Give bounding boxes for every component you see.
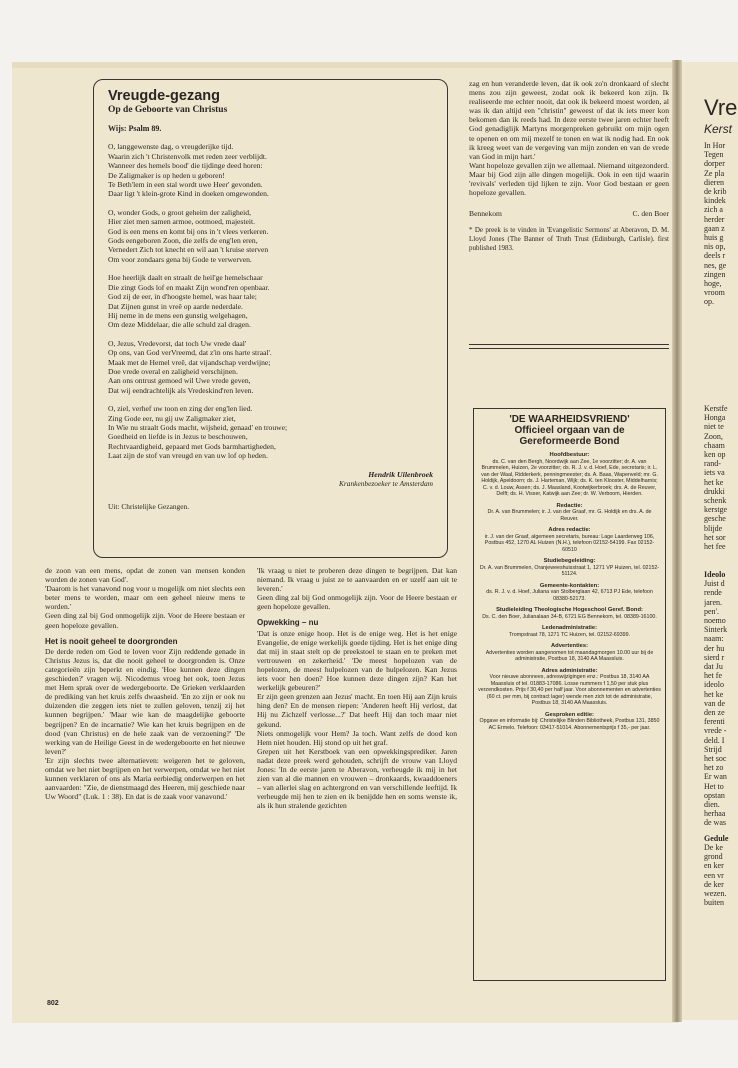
facing-page-line: ideolo: [704, 680, 724, 690]
facing-page-line: de ker: [704, 879, 724, 889]
facing-page-line: een vr: [704, 870, 724, 880]
poem-line: Dat Zijnen gunst in vreê op aarde nederdale.: [108, 301, 243, 311]
article-author: C. den Boer: [632, 209, 669, 219]
facing-page-line: herder: [704, 214, 725, 224]
facing-page-line: wezen.: [704, 888, 727, 898]
page-number: 802: [47, 1000, 59, 1007]
facing-page-line: rand-: [704, 459, 721, 469]
facing-page-line: sierd r: [704, 652, 725, 662]
facing-page-line: opstan: [704, 790, 725, 800]
facing-page-line: rende: [704, 588, 722, 598]
facing-page-line: dien.: [704, 800, 720, 810]
colophon-text: Ds. C. den Boer, Julianalaan 34-B, 6721 EG Bennekom, tel. 08389-16100.: [482, 613, 657, 620]
poem-line: Te Beth'lem in een stal wordt uwe Heer' gevonden.: [108, 180, 263, 190]
facing-page-line: Kerstfe: [704, 404, 728, 413]
facing-page-line: grond: [704, 852, 723, 862]
poem-line: God zij de eer, in d'hoogste hemel, was haar tale;: [108, 292, 257, 302]
colophon-text: Voor nieuwe abonnees, adreswijzigingen enz.: Postbus 18, 3140 AA Maassluis of tel. 01883-17086. Losse nummers f 1,50 per stuk plus verzendkosten. Prijs f 30,40 per half jaar. Voor abonnementen en advertenties (60 ct. per mm, bij contract lager) wende men zich tot de administratie, Postbus 18, 3140 AA Maassluis.: [478, 674, 661, 706]
colophon-text: Trompstraat 78, 1271 TC Huizen, tel. 02152-69399.: [508, 631, 631, 638]
article-paragraph: Geen ding zal bij God onmogelijk zijn. Voor de Heere bestaan er geen hopeloze gevallen.: [45, 611, 245, 630]
article-paragraph: 'Ik vraag u niet te proberen deze dingen te begrijpen. Dat kan niemand. Ik vraag u juist ze te aanvaarden en er uzelf aan uit te leveren.': [257, 566, 457, 594]
colophon-text: Dr. A. van Brummelen, Oranjeweeshuisstraat 1, 1271 VP Huizen, tel. 02152-51124.: [479, 564, 660, 577]
article-place: Bennekom: [469, 209, 502, 219]
facing-page-line: naam:: [704, 634, 724, 644]
poem-line: O, wonder Gods, o groot geheim der zaligheid,: [108, 207, 251, 217]
facing-page-line: op.: [704, 297, 714, 307]
poem-line: Hoe heerlijk daalt en straalt de heil'ge hemelschaar: [108, 273, 263, 283]
poem-stanza: [108, 142, 433, 198]
colophon-heading: Adres redactie:: [548, 527, 591, 533]
facing-page-line: schenk: [704, 496, 727, 506]
facing-page-line: gaan z: [704, 223, 725, 233]
colophon-sections: [478, 452, 661, 731]
facing-page-line: Ze pla: [704, 168, 725, 178]
facing-page-heading: Vre: [704, 95, 738, 120]
poem-stanza: [108, 404, 433, 460]
facing-page-line: het fee: [704, 542, 726, 552]
facing-page-line: deld. I: [704, 735, 725, 745]
poem-line: God is een mens en komt bij ons in 't vlees verkeren.: [108, 226, 269, 236]
colophon-text: Dr. A. van Brummelen; ir. J. van der Graaf, mr. G. Holdijk en drs. A. de Reuver.: [487, 509, 652, 522]
poem-line: Zing Gode eer, nu gij uw Zaligmaker ziet,: [108, 413, 236, 423]
facing-page-line: ken op: [704, 450, 726, 460]
divider-rule: [469, 344, 669, 345]
facing-page-column-bottom: [704, 570, 738, 907]
poem-line: Doe vrede overal en zaligheid verschijnen.: [108, 366, 238, 376]
poem-line: Om deze Middelaar, die alle schuld zal dragen.: [108, 320, 251, 330]
poem-stanza: [108, 273, 433, 329]
facing-page-line: het sor: [704, 532, 726, 542]
colophon-text: Opgave en informatie bij: Christelijke Blinden Bibliotheek, Postbus 131, 3850 AC Ermelo. Telefoon: 03417-51014. Abonnementsprijs f 35,- per jaar.: [479, 718, 660, 731]
facing-page-column-top: [704, 141, 738, 307]
colophon-text: ds. R. J. v. d. Hoef, Juliana van Stolberglaan 42, 6713 PJ Ede, telefoon 08380-52173.: [486, 589, 653, 602]
article-paragraph: De derde reden om God te loven voor Zijn reddende genade in Christus Jezus is, dat die nooit geheel te doorgronden is. Onze categorieën zijn beperkt en eindig. 'Hoe kunnen deze dingen geschieden?' vragen wij. Nicodemus vroeg het ook, toen Jezus met Hem sprak over de wedergeboorte. De Grieken verklaarden de prediking van het kruis zelfs dwaasheid. 'En zo zijn er ook nu duizenden die zeggen iets niet te zullen geloven, tenzij zij het kunnen begrijpen.' 'Maar wie kan de maagdelijke geboorte begrijpen? En de incarnatie? Wie kan het kruis begrijpen en de dood (van Christus) en de hele zaak van de verzoening?' 'De werking van de Heilige Geest in de wedergeboorte en het nieuwe leven?': [45, 646, 245, 756]
poem-line: O, Jezus, Vredevorst, dat toch Uw vrede daal': [108, 338, 247, 348]
facing-page-line: De ke: [704, 842, 723, 852]
poem-line: Rechtvaardigheid, gepaard met Gods barmhartigheden,: [108, 441, 276, 451]
poem-line: Aan ons ontrust gemoed wil Uwe vrede geven,: [108, 376, 251, 386]
facing-page-line: Het to: [704, 781, 724, 791]
poem-tune: Wijs: Psalm 89.: [108, 124, 162, 133]
article-signoff: [469, 209, 669, 218]
colophon-heading: Gesproken editie:: [545, 711, 594, 718]
facing-page-line: en ker: [704, 861, 724, 871]
poem-signature: [108, 470, 433, 489]
poem-line: Die zingt Gods lof en maakt Zijn wond'ren openbaar.: [108, 282, 270, 292]
colophon-text: Advertenties worden aangenomen tot maandagmorgen 10.00 uur bij de administratie, Postbus 18, 3140 AA Maassluis.: [485, 649, 654, 662]
article-column-1: [45, 566, 245, 1006]
facing-page-line: hoge,: [704, 279, 722, 289]
poem-line: Dat wij eendrachtelijk als Vredeskind'ren leven.: [108, 385, 254, 395]
facing-page-line: zingen: [704, 269, 726, 279]
facing-page-line: de krib: [704, 187, 727, 197]
article-column-3: [469, 79, 669, 349]
facing-page-line: dat Ju: [704, 662, 723, 672]
poem-line: Hij neme in de mens een gunstig welgehagen,: [108, 310, 248, 320]
facing-page-line: het ke: [704, 689, 724, 699]
facing-page-heading-3: Gedule: [704, 833, 729, 843]
facing-page-line: de was: [704, 818, 726, 828]
facing-page-line: het zo: [704, 763, 724, 773]
poem-line: Maak met de Hemel vreê, dat vijandschap verdwijne;: [108, 357, 271, 367]
divider-rule: [469, 348, 669, 349]
poem-box: [93, 79, 448, 558]
poem-line: Vernedert Zich tot knecht en wil aan 't kruise sterven: [108, 245, 269, 255]
facing-page-line: het ke: [704, 477, 724, 487]
poem-line: Laat zijn de stof van vreugd en van uw lof op heden.: [108, 451, 268, 461]
colophon-text: ir. J. van der Graaf, algemeen secretaris, bureau: Lage Laarderweg 106, Postbus 452, 1270 AL Huizen (N.H.), telefoon 02152-54199. Fax 02152-60510: [484, 533, 655, 553]
poem-subtitle: Op de Geboorte van Christus: [108, 105, 228, 115]
facing-page-subheading: Kerst: [704, 122, 733, 136]
article-paragraph: Want hopeloze gevallen zijn we allemaal. Niemand uitgezonderd. Maar bij God zijn alle dingen mogelijk. Ook in een tijd waarin 'revivals' verleden tijd lijken te zijn. Voor God bestaan er geen hopeloze gevallen.: [469, 160, 669, 198]
facing-page-line: Sinterk: [704, 625, 728, 635]
poem-line: Om voor zondaars gena bij Gode te verwerven.: [108, 254, 252, 264]
article-footnote: * De preek is te vinden in 'Evangelistic Sermons' at Aberavon, D. M. Lloyd Jones (The Banner of Truth Trust (Edinburgh, Carlisle). first published 1983.: [469, 226, 669, 252]
colophon-text: ds. C. van den Bergh, Noordwijk aan Zee, 1e voorzitter; dr. A. van Brummelen, Huizen, 2e voorzitter; ds. R. J. v. d. Hoef, Ede, secretaris; ir. L. van der Waal, Ridderkerk, penningmeester; ds. A. Baas, Wapenveld; mr. G. Holdijk, Apeldoorn; ds. J. Harteman, Wijk; ds. K. ten Klooster, Middelharnis; C. v. d. Louw, Assen; ds. J. Maasland, Kootwijkerbroek; drs. A. de Reuver, Delft; ds. H. Visser, Katwijk aan Zee; dr. W. Verboom, Hierden.: [481, 458, 658, 497]
poem-stanza: [108, 208, 433, 264]
poem-author-role: Krankenbezoeker te Amsterdam: [338, 479, 433, 488]
article-paragraph: 'Dat is onze enige hoop. Het is de enige weg. Het is het enige Evangelie, de enige werkelijk goede tijding. Het is het enige ding dat mij in staat stelt op de preekstoel te staan en te preken met vertrouwen en zekerheid.' 'De meest hopelozen van de hopelozen, de meest hulpelozen van de hulpelozen. Kan Jezus iets voor hen doen? Hoe kunnen deze dingen zijn? Kan het werkelijk gebeuren?': [257, 628, 457, 693]
colophon-heading: Studiebegeleiding:: [543, 558, 596, 564]
facing-page-line: iets va: [704, 468, 725, 478]
poem-line: De Zaligmaker is op heden u geboren!: [108, 170, 225, 180]
article-paragraph: Geen ding zal bij God onmogelijk zijn. Voor de Heere bestaan er geen hopeloze gevallen.: [257, 593, 457, 612]
facing-page-line: drukki: [704, 486, 725, 496]
facing-page-line: dieren: [704, 177, 724, 187]
poem-line: Daar ligt 't klein-grote Kind in doeken omgewonden.: [108, 189, 269, 199]
facing-page-line: jaren.: [704, 597, 722, 607]
article-paragraph: Niets onmogelijk voor Hem? Ja toch. Want zelfs de dood kon Hem niet houden. Hij stond op uit het graf.: [257, 728, 457, 747]
facing-page-line: vroom: [704, 288, 725, 298]
facing-page-line: vrede -: [704, 726, 727, 736]
poem-line: Hier ziet men samen armoe, ootmoed, majesteit.: [108, 217, 255, 227]
facing-page-line: het soc: [704, 754, 727, 764]
article-paragraph: zag en hun veranderde leven, dat ik ook zo'n dronkaard of slecht mens zou zijn geweest, zodat ook ik bekeerd kon zijn. Ik realiseerde me echter nooit, dat ook ik bekeerd moest worden, al was ik dan altijd een "christin" geweest of dat ik iets meer kon bekomen dan ik reeds had. In deze eerste twee jaren echter heeft God genadiglijk Martyns morgenpreken gebruikt om mijn ogen te openen en om mij mezelf te tonen en wat ik nodig had. En ook ik kreeg weet van de vergeving van mijn zonden en van de vrede van God in mijn hart.': [469, 79, 669, 161]
article-column-2: [257, 566, 457, 1006]
colophon-heading: Advertenties:: [550, 643, 589, 649]
book-gutter: [672, 60, 682, 1022]
facing-page-line: buiten: [704, 898, 724, 908]
article-paragraph: 'Daarom is het vanavond nog voor u mogelijk om niet slechts een beter mens te worden, maar om een geheel nieuw mens te worden.': [45, 584, 245, 612]
article-paragraph: de zoon van een mens, opdat de zonen van mensen konden worden de zonen van God'.: [45, 566, 245, 585]
facing-page-heading-2: Ideolo: [704, 570, 726, 579]
colophon-subtitle: Officieel orgaan van de Gereformeerde Bond: [514, 425, 625, 447]
colophon-heading: Gemeente-kontakten:: [539, 582, 600, 589]
article-paragraph: Er zijn geen grenzen aan Jezus' macht. En toen Hij aan Zijn kruis hing den? En de mensen riepen: 'Anderen heeft Hij verlost, dat Hij nu Zichzelf verlosse...?' Dat heeft Hij dan toch maar niet gekund.: [257, 692, 457, 729]
facing-page-line: kindek: [704, 196, 726, 206]
colophon-heading: Adres administratie:: [541, 667, 598, 674]
facing-page-line: zich a: [704, 205, 723, 215]
facing-page-line: dorper: [704, 159, 725, 169]
facing-page-line: der hu: [704, 643, 725, 653]
poem-line: In Wie nu straalt Gods macht, wijsheid, genaad' en trouwe;: [108, 422, 288, 432]
facing-page-line: herhaa: [704, 809, 726, 819]
article-subheading: Het is nooit geheel te doorgronden: [45, 636, 178, 646]
facing-page-line: Zoon,: [704, 431, 723, 441]
article-paragraph: Grepen uit het Kerstboek van een opwekkingsprediker. Jaren nadat deze preek werd gehouden, schrijft de vrouw van Lloyd Jones: 'In de eerste jaren te Aberavon, verheugde ik mij in het zien van al die mannen en vrouwen – dronkaards, kwaaddoeners – van allerlei slag en achtergrond en van verschillende leeftijd. Ik verheugde mij hen te zien en ik benijdde hen en soms wenste ik, als ik hun stralende gezichten: [257, 746, 457, 811]
facing-page-line: ferenti: [704, 717, 725, 727]
colophon-heading: Hoofdbestuur:: [549, 452, 590, 458]
colophon-heading: Ledenadministratie:: [541, 625, 598, 631]
facing-page-line: nis op,: [704, 242, 726, 252]
article-paragraph: 'Er zijn slechts twee alternatieven: weigeren het te geloven, omdat we het niet begrijpen en het verwerpen, omdat we het niet kunnen verklaren of ons als Maria eerbiedig onderwerpen en het aanvaarden: "Zie, de dienstmaagd des Heeren, mij geschiede naar Uw Woord" (Luk. 1 : 38). En dat is de zaak voor vanavond.': [45, 755, 245, 802]
facing-page-line: gesche: [704, 514, 726, 524]
poem-line: Goedheid en liefde is in Jezus te beschouwen,: [108, 432, 248, 442]
facing-page-line: den ze: [704, 708, 725, 718]
facing-page-line: het fe: [704, 671, 722, 681]
facing-page-line: kerstge: [704, 505, 728, 515]
facing-page-line: Strijd: [704, 744, 722, 754]
poem-stanzas: [108, 142, 433, 460]
colophon-heading: Studieleiding Theologische Hogeschool Geref. Bond:: [496, 607, 643, 613]
facing-page-line: blijde: [704, 523, 723, 533]
facing-page-line: pen'.: [704, 606, 719, 616]
facing-page-line: Tegen: [704, 150, 724, 160]
poem-line: O, langgewenste dag, o vreugderijke tijd.: [108, 142, 234, 152]
poem-line: Gods eengeboren Zoon, die zelfs de eng'len eren,: [108, 236, 258, 246]
poem-source: Uit: Christelijke Gezangen.: [108, 502, 190, 512]
facing-page-line: van de: [704, 698, 726, 708]
facing-page-line: Honga: [704, 413, 726, 423]
poem-line: Waarin zich 't Christenvolk met reden zeer verblijdt.: [108, 151, 267, 161]
facing-page-line: In Hor: [704, 141, 726, 150]
facing-page-line: Juist d: [704, 579, 725, 589]
facing-page-line: noemo: [704, 616, 726, 626]
colophon-heading: Redactie:: [556, 502, 583, 509]
facing-page-line: niet te: [704, 422, 724, 432]
article-subheading: Opwekking – nu: [257, 618, 319, 628]
facing-page-line: deels r: [704, 251, 726, 261]
poem-line: O, ziel, verhef uw toon en zing der eng'len lied.: [108, 404, 253, 414]
facing-page-column-mid: [704, 404, 738, 551]
facing-page-line: chaam: [704, 440, 725, 450]
poem-stanza: [108, 339, 433, 395]
colophon-box: [473, 408, 666, 981]
poem-line: Op ons, van God verVreemd, dat z'in ons harte straal'.: [108, 348, 272, 358]
poem-title: Vreugde-gezang: [108, 88, 220, 104]
facing-page-line: nes, ge: [704, 260, 727, 270]
facing-page-line: Er wan: [704, 772, 727, 782]
poem-line: Wanneer des hemels bood' die tijdinge deed horen:: [108, 161, 263, 171]
colophon-title: 'DE WAARHEIDSVRIEND': [509, 414, 630, 425]
poem-author: Hendrik Uilenbroek: [368, 469, 433, 479]
facing-page-line: huis g: [704, 233, 724, 243]
